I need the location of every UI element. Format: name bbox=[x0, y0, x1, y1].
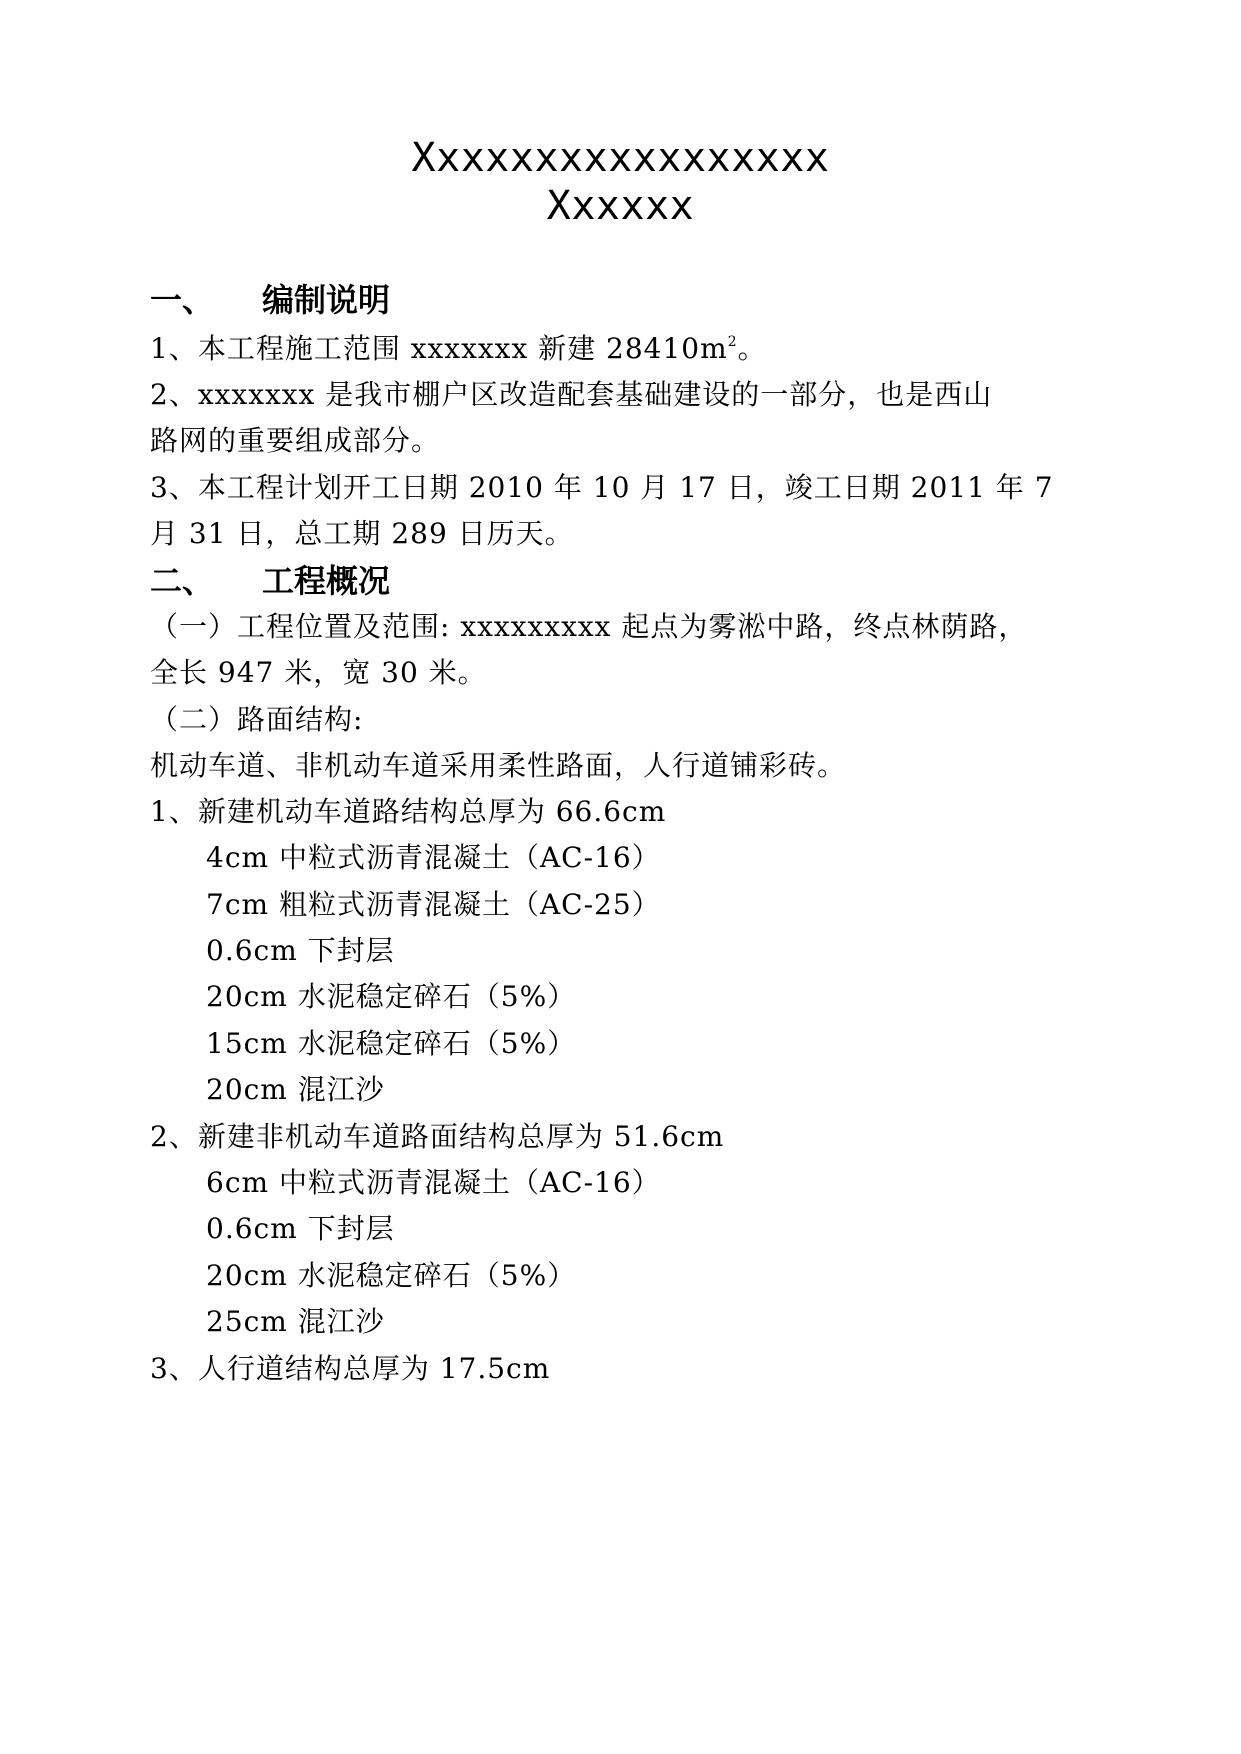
motor-layer: 0.6cm 下封层 bbox=[206, 934, 395, 967]
section-1-item-3-line-b: 月 31 日，总工期 289 日历天。 bbox=[150, 517, 574, 550]
motor-lane-title: 1、新建机动车道路结构总厚为 66.6cm bbox=[150, 795, 667, 828]
motor-layer: 15cm 水泥稳定碎石（5%） bbox=[206, 1027, 577, 1060]
structure-intro: 机动车道、非机动车道采用柔性路面，人行道铺彩砖。 bbox=[150, 749, 847, 782]
section-1-item-1 bbox=[150, 329, 767, 369]
location-line-a: （一）工程位置及范围: xxxxxxxxx 起点为雾淞中路，终点林荫路， bbox=[150, 610, 1028, 643]
section-2-title: 工程概况 bbox=[262, 562, 391, 600]
item-1-text: 1、本工程施工范围 xxxxxxx 新建 28410m bbox=[150, 332, 728, 365]
section-1-heading bbox=[150, 278, 390, 322]
location-line-b: 全长 947 米，宽 30 米。 bbox=[150, 656, 487, 689]
document-title-line-2: Xxxxxx bbox=[546, 183, 695, 229]
section-1-item-2-line-b: 路网的重要组成部分。 bbox=[150, 424, 441, 457]
document-title-line-1: Xxxxxxxxxxxxxxxxx bbox=[411, 135, 830, 181]
section-1-item-2-line-a: 2、xxxxxxx 是我市棚户区改造配套基础建设的一部分，也是西山 bbox=[150, 378, 993, 411]
section-1-number: 一、 bbox=[150, 281, 215, 319]
motor-layer: 20cm 水泥稳定碎石（5%） bbox=[206, 980, 577, 1013]
nonmotor-layer: 25cm 混江沙 bbox=[206, 1305, 385, 1338]
section-1-item-3-line-a: 3、本工程计划开工日期 2010 年 10 月 17 日，竣工日期 2011 年 7 bbox=[150, 471, 1054, 504]
nonmotor-layer: 0.6cm 下封层 bbox=[206, 1212, 395, 1245]
section-2-number: 二、 bbox=[150, 562, 215, 600]
nonmotor-lane-title: 2、新建非机动车道路面结构总厚为 51.6cm bbox=[150, 1120, 725, 1153]
motor-layer: 20cm 混江沙 bbox=[206, 1073, 385, 1106]
motor-layer: 7cm 粗粒式沥青混凝土（AC-25） bbox=[206, 888, 661, 921]
item-1-superscript: 2 bbox=[727, 334, 738, 350]
section-2-heading bbox=[150, 559, 390, 603]
item-1-suffix: 。 bbox=[737, 332, 767, 365]
nonmotor-layer: 20cm 水泥稳定碎石（5%） bbox=[206, 1259, 577, 1292]
structure-title: （二）路面结构: bbox=[150, 703, 364, 736]
section-1-title: 编制说明 bbox=[262, 281, 391, 319]
nonmotor-layer: 6cm 中粒式沥青混凝土（AC-16） bbox=[206, 1166, 661, 1199]
sidewalk-title: 3、人行道结构总厚为 17.5cm bbox=[150, 1352, 551, 1385]
motor-layer: 4cm 中粒式沥青混凝土（AC-16） bbox=[206, 841, 661, 874]
